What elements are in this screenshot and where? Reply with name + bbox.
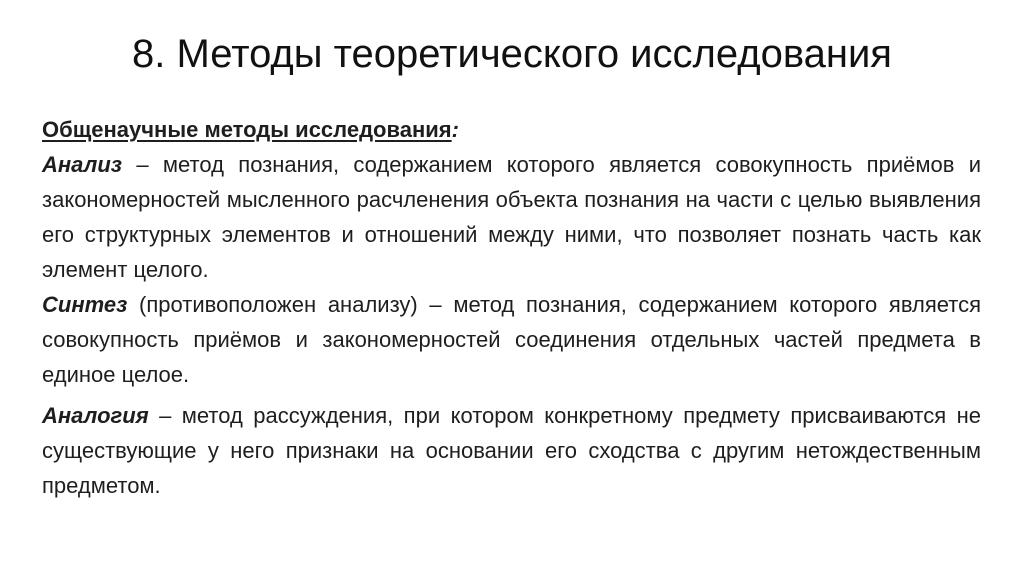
section-heading (42, 112, 981, 147)
definition-analysis: – метод познания, содержанием которого является совокупность приёмов и закономерностей мысленного расчленения объекта познания на части с целью выявления его структурных элементов и отношений между ними, что позволяет познать часть как элемент целого. (42, 152, 981, 282)
section-heading-colon: : (451, 117, 459, 142)
term-synthesis: Синтез (42, 292, 128, 317)
definition-analogy: – метод рассуждения, при котором конкретному предмету присваиваются не существующие у него признаки на основании его сходства с другим нетождественным предметом. (42, 403, 981, 498)
term-analysis: Анализ (42, 152, 123, 177)
definition-synthesis: (противоположен анализу) – метод познания, содержанием которого является совокупность приёмов и закономерностей соединения отдельных частей предмета в единое целое. (42, 292, 981, 387)
section-heading-text: Общенаучные методы исследования (42, 117, 452, 142)
paragraph-synthesis (42, 287, 981, 392)
slide-content (42, 112, 981, 503)
slide-title: 8. Методы теоретического исследования (132, 32, 892, 76)
paragraph-analysis (42, 147, 981, 287)
paragraph-analogy (42, 398, 981, 503)
term-analogy: Аналогия (42, 403, 149, 428)
